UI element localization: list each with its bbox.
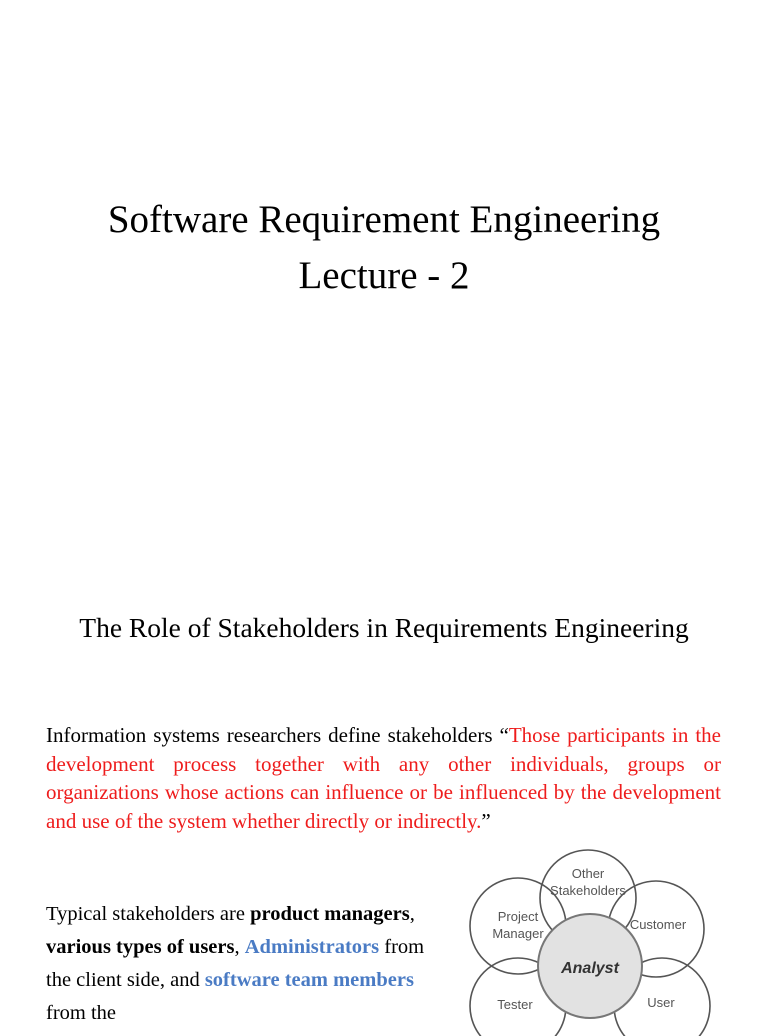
user-label: User bbox=[647, 995, 675, 1010]
stakeholders-slide bbox=[0, 560, 768, 1024]
highlight-administrators: Administrators bbox=[244, 936, 380, 958]
stakeholder-diagram bbox=[460, 836, 760, 1036]
definition-paragraph bbox=[46, 721, 721, 835]
definition-quote: Those participants in the development process together with any other individuals, groups or organizations whose actions can influence or be influenced by the development and use of the system whether directly or indirectly. bbox=[46, 723, 721, 833]
other-label-1: Other bbox=[571, 866, 605, 881]
bold-product-managers: product managers bbox=[250, 903, 410, 925]
pm-label-1: Project bbox=[497, 909, 539, 924]
title-line-1: Software Requirement Engineering bbox=[107, 198, 661, 241]
definition-close-quote: ” bbox=[481, 808, 491, 833]
typical-stakeholders-paragraph bbox=[46, 898, 446, 1030]
text-run: Typical stakeholders are bbox=[46, 903, 251, 925]
title-line-2: Lecture - 2 bbox=[298, 254, 470, 297]
text-run: from the bbox=[46, 1002, 117, 1024]
bold-types-of-users: various types of users bbox=[46, 936, 235, 958]
text-run: , bbox=[234, 936, 245, 958]
other-label-2: Stakeholders bbox=[550, 883, 626, 898]
tester-label: Tester bbox=[497, 997, 533, 1012]
definition-intro: Information systems researchers define stakeholders “ bbox=[46, 723, 509, 747]
slide-heading: The Role of Stakeholders in Requirements Engineering bbox=[79, 612, 689, 643]
slide-title bbox=[0, 192, 768, 304]
text-run: , bbox=[409, 903, 415, 925]
customer-label: Customer bbox=[629, 917, 687, 932]
text-run: from the client side, and bbox=[46, 936, 425, 991]
analyst-label: Analyst bbox=[561, 960, 619, 977]
highlight-team-members: software team members bbox=[204, 969, 414, 991]
pm-label-2: Manager bbox=[492, 926, 544, 941]
